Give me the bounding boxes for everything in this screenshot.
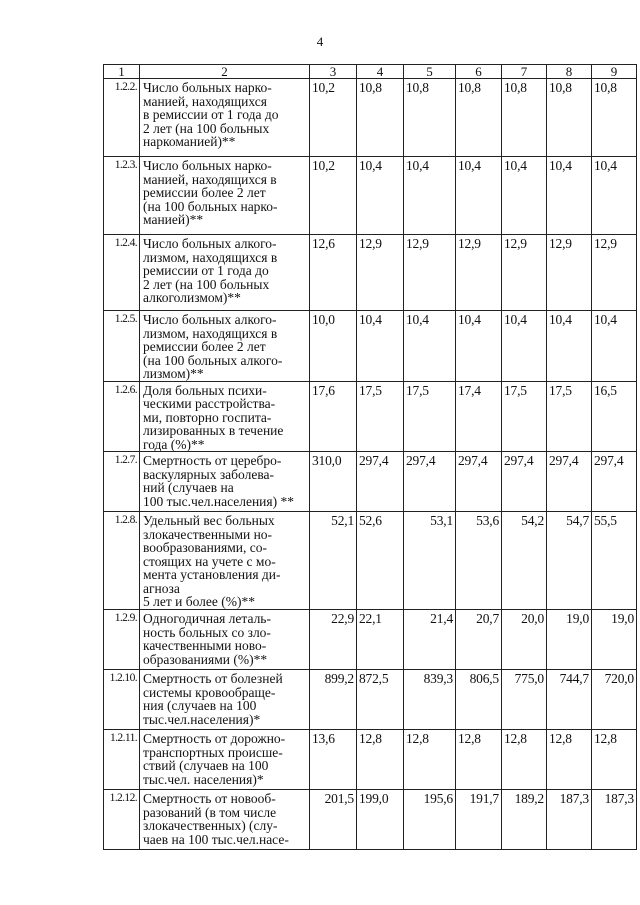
value-cell: 839,3 [404, 670, 456, 730]
indicator-name-line: 5 лет и более (%)** [143, 594, 256, 609]
value-cell: 53,1 [404, 512, 456, 610]
value-cell: 52,6 [357, 512, 404, 610]
value-cell: 12,9 [404, 235, 456, 311]
value-cell: 10,4 [502, 311, 547, 382]
indicator-name-line: мента установления ди- [143, 567, 281, 582]
indicator-name-line: ний (случаев на [143, 480, 234, 495]
column-number-row [104, 65, 637, 79]
value-cell: 189,2 [502, 790, 547, 850]
value-cell: 16,5 [592, 381, 637, 452]
value-cell: 55,5 [592, 512, 637, 610]
indicator-name-line: манией, находящихся в [143, 171, 277, 187]
indicator-name-line: ность больных со зло- [143, 624, 271, 640]
indicator-name-line: ремиссии более 2 лет [143, 185, 266, 200]
indicator-name [140, 452, 310, 512]
value-cell: 775,0 [502, 670, 547, 730]
table-row [104, 790, 637, 850]
value-cell: 195,6 [404, 790, 456, 850]
indicator-name-line: года (%)** [143, 436, 205, 452]
value-cell: 10,4 [357, 311, 404, 382]
value-cell: 20,0 [502, 610, 547, 670]
value-cell: 10,8 [592, 79, 637, 157]
value-cell: 12,8 [456, 730, 502, 790]
value-cell: 10,4 [592, 157, 637, 235]
value-cell: 12,9 [357, 235, 404, 311]
value-cell: 199,0 [357, 790, 404, 850]
indicator-name [140, 670, 310, 730]
row-number: 1.2.3. [104, 157, 140, 235]
indicator-name-line: системы кровообраще- [143, 684, 276, 700]
value-cell: 12,9 [456, 235, 502, 311]
value-cell: 10,4 [456, 157, 502, 235]
table-row [104, 610, 637, 670]
indicator-name [140, 730, 310, 790]
indicator-name-line: Смертность от дорожно- [143, 731, 286, 746]
value-cell: 17,5 [404, 381, 456, 452]
value-cell: 10,4 [547, 311, 592, 382]
row-number: 1.2.8. [104, 512, 140, 610]
value-cell: 10,8 [547, 79, 592, 157]
value-cell: 191,7 [456, 790, 502, 850]
value-cell: 297,4 [592, 452, 637, 512]
indicator-name-line: тыс.чел.населения)* [143, 711, 261, 727]
indicator-name [140, 381, 310, 452]
indicator-name-line: лизмом, находящихся в [143, 249, 278, 265]
column-header: 8 [547, 65, 592, 79]
indicator-name-line: злокачественных) (слу- [143, 818, 278, 833]
row-number: 1.2.11. [104, 730, 140, 790]
indicator-name-line: лизированных в течение [143, 423, 284, 438]
table-row [104, 157, 637, 235]
column-header: 5 [404, 65, 456, 79]
value-cell: 54,2 [502, 512, 547, 610]
value-cell: 19,0 [592, 610, 637, 670]
indicator-name-line: наркоманией)** [143, 134, 236, 149]
indicator-name-line: агноза [143, 580, 180, 596]
indicator-name-line: ствий (случаев на 100 [143, 758, 269, 773]
value-cell: 10,4 [456, 311, 502, 382]
indicator-name [140, 512, 310, 610]
indicator-name-line: лизмом, находящихся в [143, 325, 278, 341]
value-cell: 10,4 [404, 311, 456, 382]
value-cell: 744,7 [547, 670, 592, 730]
row-number: 1.2.9. [104, 610, 140, 670]
indicator-name-line: ремиссии от 1 года до [143, 263, 269, 278]
indicator-name-line: качественными ново- [143, 638, 267, 653]
column-header: 3 [310, 65, 357, 79]
value-cell: 10,4 [502, 157, 547, 235]
indicator-name-line: лизмом)** [143, 366, 204, 381]
indicator-name-line: 2 лет (на 100 больных [143, 276, 270, 292]
table-row [104, 235, 637, 311]
table-row [104, 670, 637, 730]
value-cell: 297,4 [456, 452, 502, 512]
value-cell: 10,8 [456, 79, 502, 157]
row-number: 1.2.2. [104, 79, 140, 157]
table-row [104, 512, 637, 610]
indicator-name-line: в ремиссии от 1 года до [143, 107, 279, 122]
value-cell: 13,6 [310, 730, 357, 790]
column-header: 9 [592, 65, 637, 79]
value-cell: 720,0 [592, 670, 637, 730]
value-cell: 297,4 [357, 452, 404, 512]
indicator-name-line: ния (случаев на 100 [143, 698, 257, 713]
table-row [104, 311, 637, 382]
indicator-name-line: чаев на 100 тыс.чел.насе- [143, 831, 289, 847]
value-cell: 20,7 [456, 610, 502, 670]
indicator-name-line: Число больных алкого- [143, 312, 277, 327]
indicators-table [103, 64, 637, 850]
table-row [104, 730, 637, 790]
value-cell: 17,6 [310, 381, 357, 452]
column-header: 6 [456, 65, 502, 79]
indicator-name-line: ремиссии более 2 лет [143, 339, 266, 354]
value-cell: 10,4 [357, 157, 404, 235]
value-cell: 17,5 [502, 381, 547, 452]
table-row [104, 452, 637, 512]
value-cell: 297,4 [502, 452, 547, 512]
value-cell: 12,9 [547, 235, 592, 311]
value-cell: 187,3 [547, 790, 592, 850]
value-cell: 12,8 [547, 730, 592, 790]
value-cell: 21,4 [404, 610, 456, 670]
indicator-name-line: злокачественными но- [143, 526, 273, 542]
value-cell: 12,8 [404, 730, 456, 790]
value-cell: 12,9 [592, 235, 637, 311]
indicator-name-line: 2 лет (на 100 больных [143, 120, 270, 136]
value-cell: 53,6 [456, 512, 502, 610]
value-cell: 10,8 [502, 79, 547, 157]
value-cell: 17,5 [547, 381, 592, 452]
indicator-name-line: Число больных алкого- [143, 236, 277, 251]
indicator-name-line: Смертность от церебро- [143, 453, 282, 468]
value-cell: 201,5 [310, 790, 357, 850]
indicator-name-line: васкулярных заболева- [143, 466, 274, 482]
indicator-name-line: манией)** [143, 212, 204, 227]
value-cell: 54,7 [547, 512, 592, 610]
row-number: 1.2.4. [104, 235, 140, 311]
value-cell: 12,8 [592, 730, 637, 790]
indicator-name-line: (на 100 больных нарко- [143, 198, 278, 214]
indicator-name [140, 610, 310, 670]
indicator-name-line: ческими расстройства- [143, 396, 276, 411]
indicator-name-line: вообразованиями, со- [143, 540, 267, 555]
value-cell: 310,0 [310, 452, 357, 512]
indicator-name-line: Одногодичная леталь- [143, 611, 271, 626]
value-cell: 297,4 [547, 452, 592, 512]
indicator-name-line: ми, повторно госпита- [143, 409, 272, 425]
value-cell: 12,8 [502, 730, 547, 790]
indicator-name-line: стоящих на учете с мо- [143, 553, 276, 569]
indicator-name-line: Число больных нарко- [143, 158, 272, 173]
row-number: 1.2.12. [104, 790, 140, 850]
indicator-name-line: транспортных происше- [143, 744, 283, 760]
value-cell: 12,8 [357, 730, 404, 790]
indicator-name-line: Число больных нарко- [143, 80, 272, 95]
column-header: 1 [104, 65, 140, 79]
indicator-name [140, 235, 310, 311]
value-cell: 10,8 [357, 79, 404, 157]
value-cell: 10,0 [310, 311, 357, 382]
indicator-name-line: алкоголизмом)** [143, 290, 241, 305]
row-number: 1.2.5. [104, 311, 140, 382]
column-header: 4 [357, 65, 404, 79]
indicator-name-line: Смертность от болезней [143, 671, 283, 686]
page-number: 4 [316, 34, 324, 49]
value-cell: 10,2 [310, 157, 357, 235]
value-cell: 806,5 [456, 670, 502, 730]
indicator-name-line: (на 100 больных алкого- [143, 352, 283, 368]
indicator-name [140, 790, 310, 850]
value-cell: 17,4 [456, 381, 502, 452]
table-body [104, 65, 637, 850]
indicator-name-line: образованиями (%)** [143, 651, 268, 667]
value-cell: 899,2 [310, 670, 357, 730]
row-number: 1.2.6. [104, 381, 140, 452]
indicator-name-line: манией, находящихся [143, 93, 267, 109]
value-cell: 10,4 [547, 157, 592, 235]
value-cell: 12,9 [502, 235, 547, 311]
value-cell: 872,5 [357, 670, 404, 730]
column-header: 2 [140, 65, 310, 79]
indicator-name-line: Доля больных психи- [143, 382, 267, 398]
value-cell: 10,8 [404, 79, 456, 157]
column-header: 7 [502, 65, 547, 79]
indicator-name-line: Удельный вес больных [143, 513, 275, 528]
value-cell: 52,1 [310, 512, 357, 610]
row-number: 1.2.7. [104, 452, 140, 512]
value-cell: 12,6 [310, 235, 357, 311]
indicator-name-line: тыс.чел. населения)* [143, 771, 264, 787]
indicator-name [140, 157, 310, 235]
value-cell: 10,4 [592, 311, 637, 382]
table-row [104, 381, 637, 452]
value-cell: 10,2 [310, 79, 357, 157]
indicator-name-line: 100 тыс.чел.населения) ** [143, 493, 294, 509]
value-cell: 187,3 [592, 790, 637, 850]
indicator-name-line: Смертность от новооб- [143, 791, 276, 806]
value-cell: 10,4 [404, 157, 456, 235]
value-cell: 297,4 [404, 452, 456, 512]
value-cell: 19,0 [547, 610, 592, 670]
table-row [104, 79, 637, 157]
row-number: 1.2.10. [104, 670, 140, 730]
value-cell: 22,9 [310, 610, 357, 670]
indicator-name [140, 311, 310, 382]
value-cell: 22,1 [357, 610, 404, 670]
value-cell: 17,5 [357, 381, 404, 452]
indicator-name-line: разований (в том числе [143, 804, 277, 820]
indicator-name [140, 79, 310, 157]
